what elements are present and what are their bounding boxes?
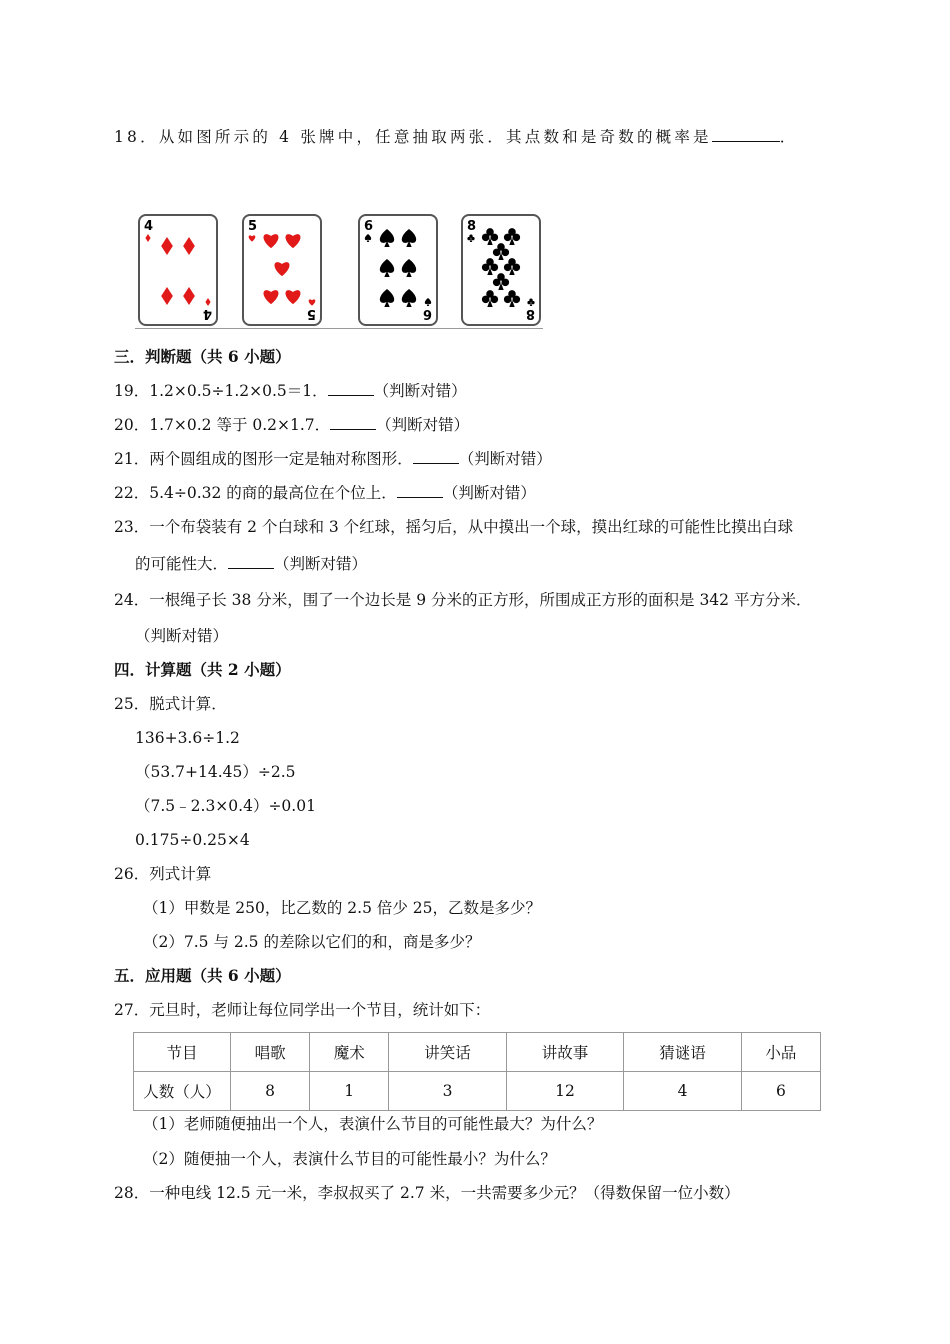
answer-blank	[413, 449, 459, 464]
card-rank: 4	[202, 306, 212, 321]
table-cell: 12	[506, 1072, 623, 1111]
card-rank: 4	[144, 219, 154, 234]
club-icon	[482, 258, 498, 275]
card-4-diamonds	[138, 214, 218, 326]
section-4-title: 四．计算题（共 2 小题）	[114, 660, 291, 679]
question-24-judge: （判断对错）	[135, 627, 229, 645]
question-27-part-1: （1）老师随便抽出一个人，表演什么节目的可能性最大？为什么？	[143, 1115, 603, 1133]
table-cell: 4	[624, 1072, 741, 1111]
playing-cards-figure	[135, 210, 543, 329]
spade-icon	[380, 259, 394, 277]
table-cell: 魔术	[310, 1033, 389, 1072]
club-icon	[493, 273, 509, 290]
card-rank: 5	[306, 306, 316, 321]
table-header-row	[134, 1033, 821, 1072]
answer-blank	[328, 381, 374, 396]
card-6-spades	[358, 214, 438, 326]
club-icon	[504, 290, 520, 307]
heart-icon	[264, 290, 279, 304]
card-rank: 6	[364, 219, 374, 234]
section-5-title: 五．应用题（共 6 小题）	[114, 966, 291, 985]
corner-suit-icon	[365, 234, 371, 242]
question-18-text: 18．从如图所示的 4 张牌中，任意抽取两张．其点数和是奇数的概率是	[114, 128, 712, 146]
question-23: 23．一个布袋装有 2 个白球和 3 个红球，摇匀后，从中摸出一个球，摸出红球的可能性比摸出白球	[114, 518, 794, 536]
question-24: 24．一根绳子长 38 分米，围了一个边长是 9 分米的正方形，所围成正方形的面积是 342 平方分米．	[114, 591, 812, 609]
diamond-icon	[183, 237, 195, 255]
question-18: 18．从如图所示的 4 张牌中，任意抽取两张．其点数和是奇数的概率是 ．	[114, 128, 799, 146]
question-26-part-1: （1）甲数是 250，比乙数的 2.5 倍少 25，乙数是多少？	[143, 899, 542, 917]
question-26-part-2: （2）7.5 与 2.5 的差除以它们的和，商是多少？	[143, 933, 481, 951]
answer-blank	[330, 415, 376, 430]
spade-icon	[402, 289, 416, 307]
program-stats-table	[133, 1032, 821, 1111]
corner-suit-icon	[205, 298, 210, 306]
table-cell: 讲故事	[506, 1033, 623, 1072]
question-19: 19．1.2×0.5÷1.2×0.5＝1． （判断对错）	[114, 382, 467, 400]
card-5-hearts	[242, 214, 322, 326]
club-icon	[482, 290, 498, 307]
spade-icon	[380, 289, 394, 307]
section-3-title: 三．判断题（共 6 小题）	[114, 347, 291, 366]
expression-1: 136+3.6÷1.2	[135, 729, 240, 747]
club-icon	[493, 243, 509, 260]
club-icon	[504, 228, 520, 245]
table-cell: 唱歌	[231, 1033, 310, 1072]
spade-icon	[402, 229, 416, 247]
question-21: 21．两个圆组成的图形一定是轴对称图形． （判断对错）	[114, 450, 552, 468]
spade-icon	[402, 259, 416, 277]
club-icon	[482, 228, 498, 245]
card-rank: 8	[525, 306, 535, 321]
expression-3: （7.5﹣2.3×0.4）÷0.01	[135, 797, 316, 815]
question-27: 27．元旦时，老师让每位同学出一个节目，统计如下：	[114, 1001, 491, 1019]
expression-2: （53.7+14.45）÷2.5	[135, 763, 296, 781]
table-cell: 猜谜语	[624, 1033, 741, 1072]
answer-blank	[712, 127, 780, 142]
question-28: 28．一种电线 12.5 元一米，李叔叔买了 2.7 米，一共需要多少元？（得数保留一位小数）	[114, 1184, 740, 1202]
table-row	[134, 1072, 821, 1111]
question-22: 22．5.4÷0.32 的商的最高位在个位上． （判断对错）	[114, 484, 536, 502]
diamond-icon	[183, 287, 195, 305]
card-8-clubs	[461, 214, 541, 326]
heart-icon	[286, 290, 301, 304]
corner-suit-icon	[467, 235, 474, 242]
question-23-cont: 的可能性大． （判断对错）	[135, 555, 368, 573]
table-cell: 讲笑话	[389, 1033, 506, 1072]
corner-suit-icon	[309, 299, 316, 305]
answer-blank	[228, 554, 274, 569]
table-cell: 3	[389, 1072, 506, 1111]
table-cell: 节目	[134, 1033, 231, 1072]
spade-icon	[380, 229, 394, 247]
answer-blank	[397, 483, 443, 498]
corner-suit-icon	[527, 299, 534, 306]
heart-icon	[275, 262, 290, 276]
corner-suit-icon	[425, 298, 431, 306]
question-26: 26．列式计算	[114, 865, 212, 883]
table-cell: 8	[231, 1072, 310, 1111]
table-cell: 小品	[741, 1033, 820, 1072]
card-rank: 6	[422, 306, 432, 321]
card-rank: 8	[467, 219, 477, 234]
question-20: 20．1.7×0.2 等于 0.2×1.7． （判断对错）	[114, 416, 470, 434]
heart-icon	[286, 234, 301, 248]
table-cell: 6	[741, 1072, 820, 1111]
expression-4: 0.175÷0.25×4	[135, 831, 250, 849]
corner-suit-icon	[249, 235, 256, 241]
question-27-part-2: （2）随便抽一个人，表演什么节目的可能性最小？为什么？	[143, 1150, 556, 1168]
question-25: 25．脱式计算．	[114, 695, 227, 713]
diamond-icon	[161, 237, 173, 255]
card-rank: 5	[248, 219, 258, 234]
club-icon	[504, 258, 520, 275]
corner-suit-icon	[145, 234, 150, 242]
table-cell: 人数（人）	[134, 1072, 231, 1111]
table-cell: 1	[310, 1072, 389, 1111]
diamond-icon	[161, 287, 173, 305]
heart-icon	[264, 234, 279, 248]
